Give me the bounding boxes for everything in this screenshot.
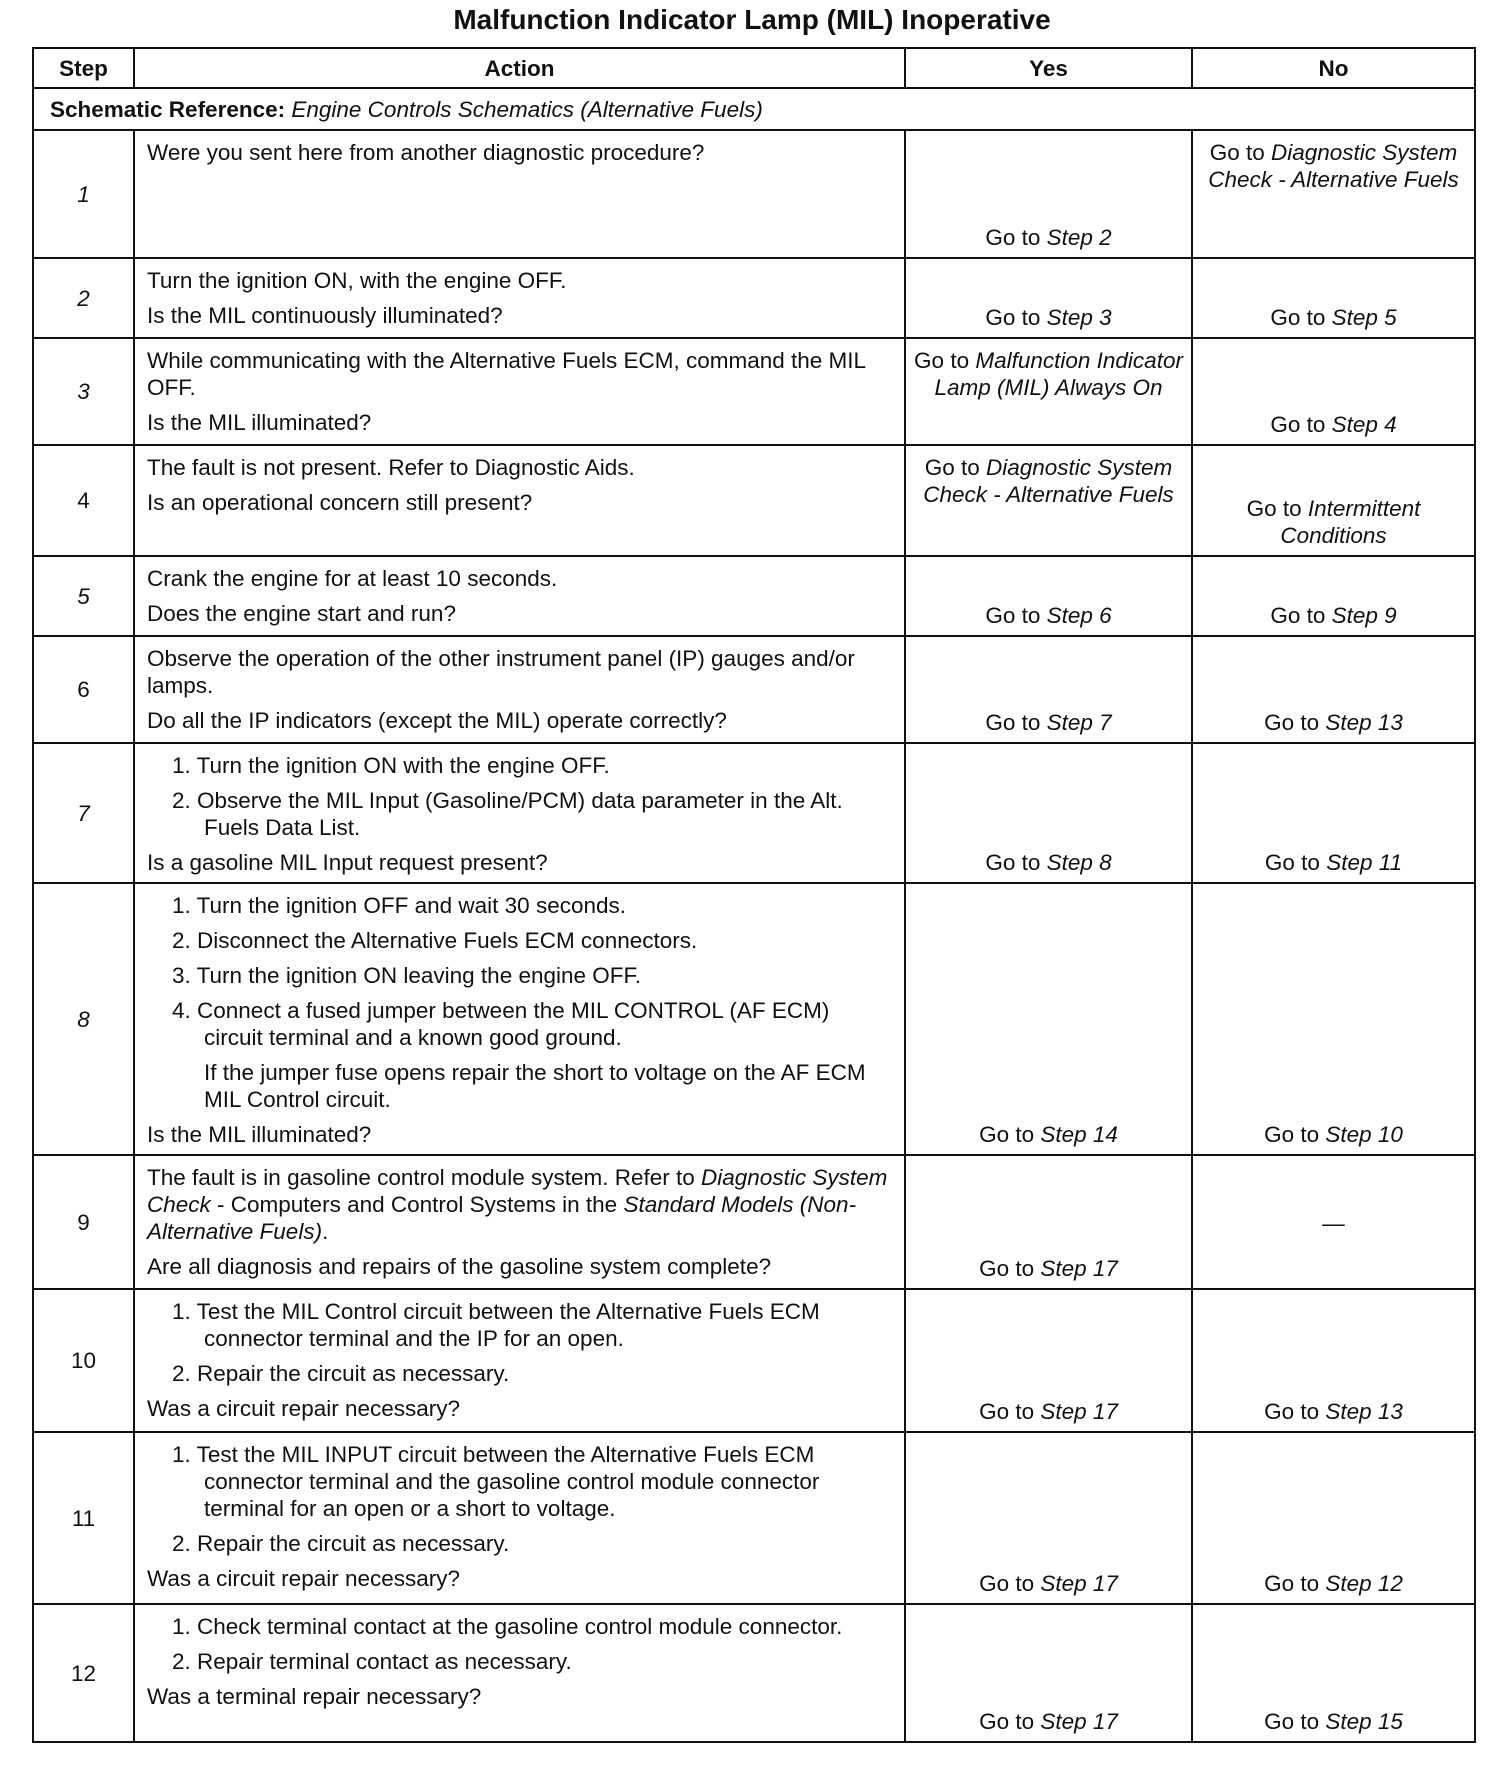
text-segment: Go to xyxy=(924,455,986,480)
text-segment: Go to xyxy=(979,1122,1041,1147)
action-text xyxy=(147,1253,894,1280)
numbered-step xyxy=(147,927,894,954)
text-segment: Go to xyxy=(979,1256,1041,1281)
table-row xyxy=(33,556,1475,636)
text-segment: . xyxy=(322,1219,329,1244)
text-segment: 2. Repair terminal contact as necessary. xyxy=(172,1649,572,1674)
schematic-reference-row xyxy=(33,88,1475,130)
text-segment: Go to xyxy=(1264,1399,1326,1424)
text-segment: Were you sent here from another diagnostic procedure? xyxy=(147,140,705,165)
text-segment: Go to xyxy=(979,1709,1041,1734)
text-segment: Go to xyxy=(985,603,1047,628)
table-row xyxy=(33,258,1475,338)
text-segment: Is a gasoline MIL Input request present? xyxy=(147,850,548,875)
text-segment: While communicating with the Alternative Fuels ECM, command the MIL OFF. xyxy=(147,348,866,400)
yes-cell xyxy=(905,743,1192,883)
yes-cell xyxy=(905,883,1192,1155)
text-segment: Was a circuit repair necessary? xyxy=(147,1566,461,1591)
table-row xyxy=(33,636,1475,743)
action-text xyxy=(147,1565,894,1592)
no-cell xyxy=(1192,130,1475,258)
reference-link[interactable]: Step 14 xyxy=(1040,1122,1118,1147)
action-text xyxy=(147,1059,894,1113)
no-cell xyxy=(1192,445,1475,556)
action-text xyxy=(147,707,894,734)
reference-link[interactable]: Step 6 xyxy=(1046,603,1112,628)
reference-link[interactable]: Step 17 xyxy=(1040,1571,1118,1596)
table-row xyxy=(33,883,1475,1155)
action-text xyxy=(147,267,894,294)
no-cell xyxy=(1192,556,1475,636)
text-segment: Does the engine start and run? xyxy=(147,601,456,626)
step-number: 3 xyxy=(33,338,134,445)
action-cell xyxy=(134,883,905,1155)
action-cell xyxy=(134,1432,905,1604)
action-cell xyxy=(134,1289,905,1432)
table-row xyxy=(33,445,1475,556)
text-segment: Go to xyxy=(1270,305,1332,330)
reference-link[interactable]: Standard Models (Non-Alternative Fuels) xyxy=(147,1192,857,1244)
text-segment: 2. Repair the circuit as necessary. xyxy=(172,1531,510,1556)
action-text xyxy=(147,1121,894,1148)
table-row xyxy=(33,1155,1475,1289)
reference-link[interactable]: Step 12 xyxy=(1325,1571,1403,1596)
numbered-step xyxy=(147,1648,894,1675)
text-segment: 1. Test the MIL Control circuit between the Alternative Fuels ECM connector terminal and the IP for an open. xyxy=(172,1299,820,1351)
text-segment: The fault is not present. Refer to Diagnostic Aids. xyxy=(147,455,635,480)
text-segment: Was a terminal repair necessary? xyxy=(147,1684,482,1709)
action-text xyxy=(147,347,894,401)
reference-link[interactable]: Step 11 xyxy=(1326,850,1403,875)
action-cell xyxy=(134,338,905,445)
yes-cell xyxy=(905,556,1192,636)
text-segment: Are all diagnosis and repairs of the gasoline system complete? xyxy=(147,1254,772,1279)
text-segment: 1. Test the MIL INPUT circuit between the Alternative Fuels ECM connector terminal and the gasoline control module connector terminal for an open or a short to voltage. xyxy=(172,1442,820,1521)
table-row xyxy=(33,130,1475,258)
no-cell xyxy=(1192,636,1475,743)
text-segment: The fault is in gasoline control module system. Refer to xyxy=(147,1165,702,1190)
action-text xyxy=(147,849,894,876)
no-cell xyxy=(1192,883,1475,1155)
action-text xyxy=(147,565,894,592)
action-text xyxy=(147,600,894,627)
text-segment: Go to xyxy=(985,225,1047,250)
reference-link[interactable]: Step 13 xyxy=(1325,710,1403,735)
text-segment: Is the MIL illuminated? xyxy=(147,410,372,435)
no-cell xyxy=(1192,258,1475,338)
text-segment: Go to xyxy=(985,305,1047,330)
text-segment: 1. Turn the ignition ON with the engine OFF. xyxy=(172,753,610,778)
reference-link[interactable]: Step 17 xyxy=(1040,1709,1118,1734)
header-row xyxy=(33,48,1475,88)
header-no: No xyxy=(1192,48,1475,88)
no-cell xyxy=(1192,743,1475,883)
no-cell xyxy=(1192,1155,1475,1289)
text-segment: 1. Turn the ignition OFF and wait 30 seconds. xyxy=(172,893,626,918)
yes-cell xyxy=(905,1155,1192,1289)
text-segment: 2. Observe the MIL Input (Gasoline/PCM) data parameter in the Alt. Fuels Data List. xyxy=(172,788,843,840)
reference-link[interactable]: Step 17 xyxy=(1040,1399,1118,1424)
step-number: 11 xyxy=(33,1432,134,1604)
text-segment: 3. Turn the ignition ON leaving the engine OFF. xyxy=(172,963,642,988)
numbered-step xyxy=(147,892,894,919)
table-row xyxy=(33,338,1475,445)
text-segment: Is the MIL continuously illuminated? xyxy=(147,303,503,328)
text-segment: Go to xyxy=(1264,1709,1326,1734)
reference-link[interactable]: Step 7 xyxy=(1046,710,1112,735)
reference-link[interactable]: Step 5 xyxy=(1331,305,1397,330)
yes-cell xyxy=(905,636,1192,743)
action-text xyxy=(147,1395,894,1422)
numbered-step xyxy=(147,1530,894,1557)
text-segment: Was a circuit repair necessary? xyxy=(147,1396,461,1421)
schematic-link[interactable]: Engine Controls Schematics (Alternative Fuels) xyxy=(291,96,763,122)
header-step: Step xyxy=(33,48,134,88)
action-text xyxy=(147,645,894,699)
step-number: 1 xyxy=(33,130,134,258)
action-text xyxy=(147,489,894,516)
action-text xyxy=(147,1164,894,1245)
action-cell xyxy=(134,130,905,258)
yes-cell xyxy=(905,130,1192,258)
numbered-step xyxy=(147,787,894,841)
action-text xyxy=(147,139,894,166)
numbered-step xyxy=(147,997,894,1051)
yes-cell xyxy=(905,1289,1192,1432)
numbered-step xyxy=(147,1441,894,1522)
text-segment: Is the MIL illuminated? xyxy=(147,1122,372,1147)
yes-cell xyxy=(905,1604,1192,1742)
reference-link[interactable]: Step 9 xyxy=(1331,603,1397,628)
text-segment: Go to xyxy=(1264,710,1326,735)
header-yes: Yes xyxy=(905,48,1192,88)
no-cell xyxy=(1192,338,1475,445)
reference-link[interactable]: Intermittent Conditions xyxy=(1280,496,1421,548)
text-segment: If the jumper fuse opens repair the short to voltage on the AF ECM MIL Control circuit. xyxy=(204,1060,866,1112)
text-segment: 1. Check terminal contact at the gasoline control module connector. xyxy=(172,1614,843,1639)
table-row xyxy=(33,743,1475,883)
text-segment: Observe the operation of the other instrument panel (IP) gauges and/or lamps. xyxy=(147,646,855,698)
reference-link[interactable]: Malfunction Indicator Lamp (MIL) Always On xyxy=(934,348,1183,400)
reference-link[interactable]: Step 10 xyxy=(1325,1122,1403,1147)
text-segment: Go to xyxy=(985,850,1047,875)
numbered-step xyxy=(147,1298,894,1352)
action-cell xyxy=(134,258,905,338)
no-cell xyxy=(1192,1432,1475,1604)
text-segment: 2. Repair the circuit as necessary. xyxy=(172,1361,510,1386)
text-segment: Go to xyxy=(1246,496,1308,521)
text-segment: Go to xyxy=(979,1399,1041,1424)
action-cell xyxy=(134,1155,905,1289)
header-action: Action xyxy=(134,48,905,88)
reference-link[interactable]: Step 2 xyxy=(1046,225,1112,250)
action-text xyxy=(147,454,894,481)
step-number: 9 xyxy=(33,1155,134,1289)
numbered-step xyxy=(147,962,894,989)
numbered-step xyxy=(147,1360,894,1387)
action-cell xyxy=(134,636,905,743)
text-segment: Go to xyxy=(1264,850,1327,875)
text-segment: 2. Disconnect the Alternative Fuels ECM connectors. xyxy=(172,928,698,953)
text-segment: Go to xyxy=(1270,412,1332,437)
text-segment: Turn the ignition ON, with the engine OFF. xyxy=(147,268,567,293)
step-number: 10 xyxy=(33,1289,134,1432)
action-text xyxy=(147,1683,894,1710)
table-row xyxy=(33,1289,1475,1432)
text-segment: Go to xyxy=(1264,1571,1326,1596)
reference-link[interactable]: Step 17 xyxy=(1040,1256,1118,1281)
schematic-label: Schematic Reference: xyxy=(50,96,286,122)
numbered-step xyxy=(147,752,894,779)
reference-link[interactable]: Step 8 xyxy=(1046,850,1112,875)
yes-cell xyxy=(905,1432,1192,1604)
text-segment: Do all the IP indicators (except the MIL) operate correctly? xyxy=(147,708,727,733)
schematic-reference xyxy=(33,88,1475,130)
reference-link[interactable]: Step 3 xyxy=(1046,305,1112,330)
step-number: 4 xyxy=(33,445,134,556)
step-number: 8 xyxy=(33,883,134,1155)
yes-cell xyxy=(905,258,1192,338)
step-number: 6 xyxy=(33,636,134,743)
reference-link[interactable]: Diagnostic System Check xyxy=(147,1165,888,1217)
text-segment: Is an operational concern still present? xyxy=(147,490,533,515)
no-cell xyxy=(1192,1604,1475,1742)
text-segment: — xyxy=(1322,1210,1345,1236)
text-segment: Go to xyxy=(1264,1122,1326,1147)
text-segment: Crank the engine for at least 10 seconds. xyxy=(147,566,558,591)
table-row xyxy=(33,1604,1475,1742)
action-cell xyxy=(134,743,905,883)
yes-cell xyxy=(905,338,1192,445)
text-segment: Go to xyxy=(985,710,1047,735)
yes-cell xyxy=(905,445,1192,556)
text-segment: Go to xyxy=(914,348,976,373)
reference-link[interactable]: Diagnostic System Check - Alternative Fuels xyxy=(1208,140,1459,192)
step-number: 12 xyxy=(33,1604,134,1742)
diagnostic-table xyxy=(32,47,1476,1743)
reference-link[interactable]: Step 15 xyxy=(1325,1709,1403,1734)
no-cell xyxy=(1192,1289,1475,1432)
reference-link[interactable]: Step 13 xyxy=(1325,1399,1403,1424)
numbered-step xyxy=(147,1613,894,1640)
text-segment: - Computers and Control Systems in the xyxy=(210,1192,624,1217)
step-number: 7 xyxy=(33,743,134,883)
action-cell xyxy=(134,445,905,556)
text-segment: Go to xyxy=(1209,140,1271,165)
table-row xyxy=(33,1432,1475,1604)
step-number: 2 xyxy=(33,258,134,338)
action-text xyxy=(147,302,894,329)
reference-link[interactable]: Diagnostic System Check - Alternative Fuels xyxy=(923,455,1174,507)
action-cell xyxy=(134,556,905,636)
text-segment: 4. Connect a fused jumper between the MIL CONTROL (AF ECM) circuit terminal and a known good ground. xyxy=(172,998,830,1050)
action-text xyxy=(147,409,894,436)
step-number: 5 xyxy=(33,556,134,636)
page-title: Malfunction Indicator Lamp (MIL) Inoperative xyxy=(453,4,1051,35)
action-cell xyxy=(134,1604,905,1742)
reference-link[interactable]: Step 4 xyxy=(1331,412,1397,437)
text-segment: Go to xyxy=(979,1571,1041,1596)
text-segment: Go to xyxy=(1270,603,1332,628)
